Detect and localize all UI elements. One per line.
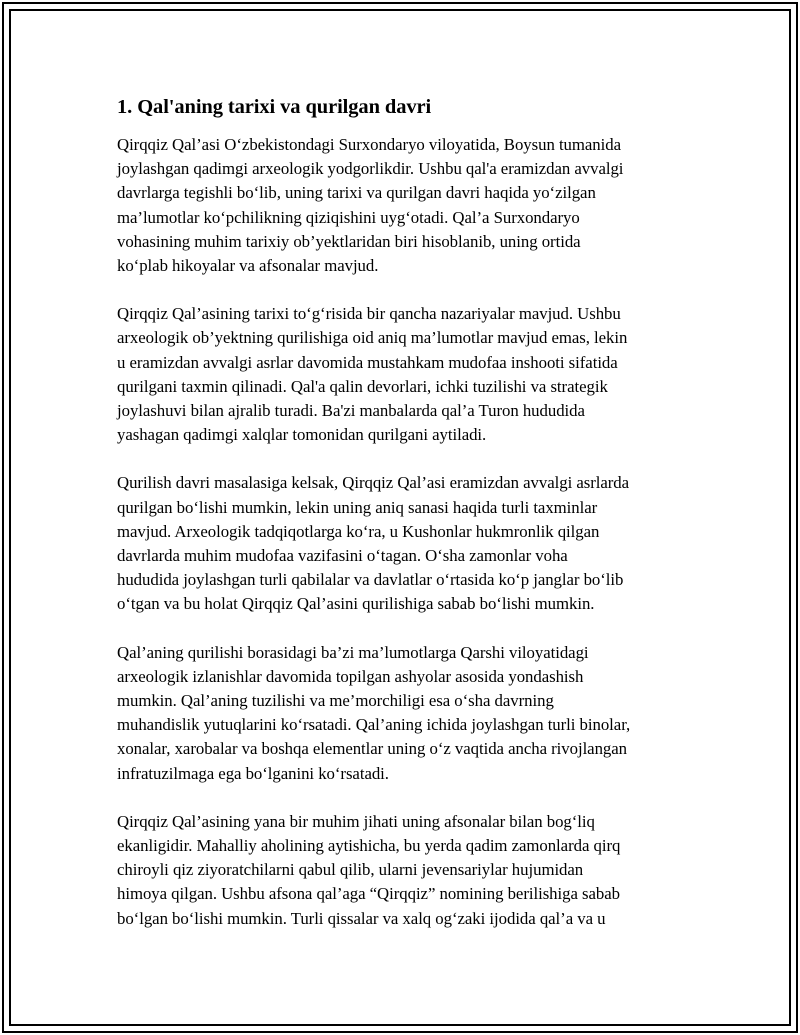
document-body bbox=[117, 93, 693, 955]
paragraph-1: Qirqqiz Qal’asi O‘zbekistondagi Surxondaryo viloyatida, Boysun tumanida joylashgan qadimgi arxeologik yodgorlikdir. Ushbu qal'a eramizdan avvalgi davrlarga tegishli bo‘lib, uning tarixi va qurilgan davri haqida yo‘zilgan ma’lumotlar ko‘pchilikning qiziqishini uyg‘otadi. Qal’a Surxondaryo vohasining muhim tarixiy ob’yektlaridan biri hisoblanib, uning ortida ko‘plab hikoyalar va afsonalar mavjud. bbox=[117, 135, 624, 276]
paragraph-5: Qirqqiz Qal’asining yana bir muhim jihati uning afsonalar bilan bog‘liq ekanligidir. Mahalliy aholining aytishicha, bu yerda qadim zamonlarda qirq chiroyli qiz ziyoratchilarni qabul qilib, ularni jevensariylar hujumidan himoya qilgan. Ushbu afsona qal’aga “Qirqqiz” nomining berilishiga sabab bo‘lgan bo‘lishi mumkin. Turli qissalar va xalq og‘zaki ijodida qal’a va u bbox=[117, 811, 621, 928]
paragraph-4: Qal’aning qurilishi borasidagi ba’zi ma’lumotlarga Qarshi viloyatidagi arxeologik izlanishlar davomida topilgan ashyolar asosida yondashish mumkin. Qal’aning tuzilishi va me’morchiligi esa o‘sha davrning muhandislik yutuqlarini ko‘rsatadi. Qal’aning ichida joylashgan turli binolar, xonalar, xarobalar va boshqa elementlar uning o‘z vaqtida ancha rivojlangan infratuzilmaga ega bo‘lganini ko‘rsatadi. bbox=[117, 642, 631, 783]
paragraph-3: Qurilish davri masalasiga kelsak, Qirqqiz Qal’asi eramizdan avvalgi asrlarda qurilgan bo‘lishi mumkin, lekin uning aniq sanasi haqida turli taxminlar mavjud. Arxeologik tadqiqotlarga ko‘ra, u Kushonlar hukmronlik qilgan davrlarda muhim mudofaa vazifasini o‘tagan. O‘sha zamonlar voha hududida joylashgan turli qabilalar va davlatlar o‘rtasida ko‘p janglar bo‘lib o‘tgan va bu holat Qirqqiz Qal’asini qurilishiga sabab bo‘lishi mumkin. bbox=[117, 473, 630, 614]
section-heading: 1. Qal'aning tarixi va qurilgan davri bbox=[117, 96, 432, 118]
paragraph-2: Qirqqiz Qal’asining tarixi to‘g‘risida bir qancha nazariyalar mavjud. Ushbu arxeologik ob’yektning qurilishiga oid aniq ma’lumotlar mavjud emas, lekin u eramizdan avvalgi asrlar davomida mustahkam mudofaa inshooti sifatida qurilgani taxmin qilinadi. Qal'a qalin devorlari, ichki tuzilishi va strategik joylashuvi bilan ajralib turadi. Ba'zi manbalarda qal’a Turon hududida yashagan qadimgi xalqlar tomonidan qurilgani aytiladi. bbox=[117, 304, 628, 445]
